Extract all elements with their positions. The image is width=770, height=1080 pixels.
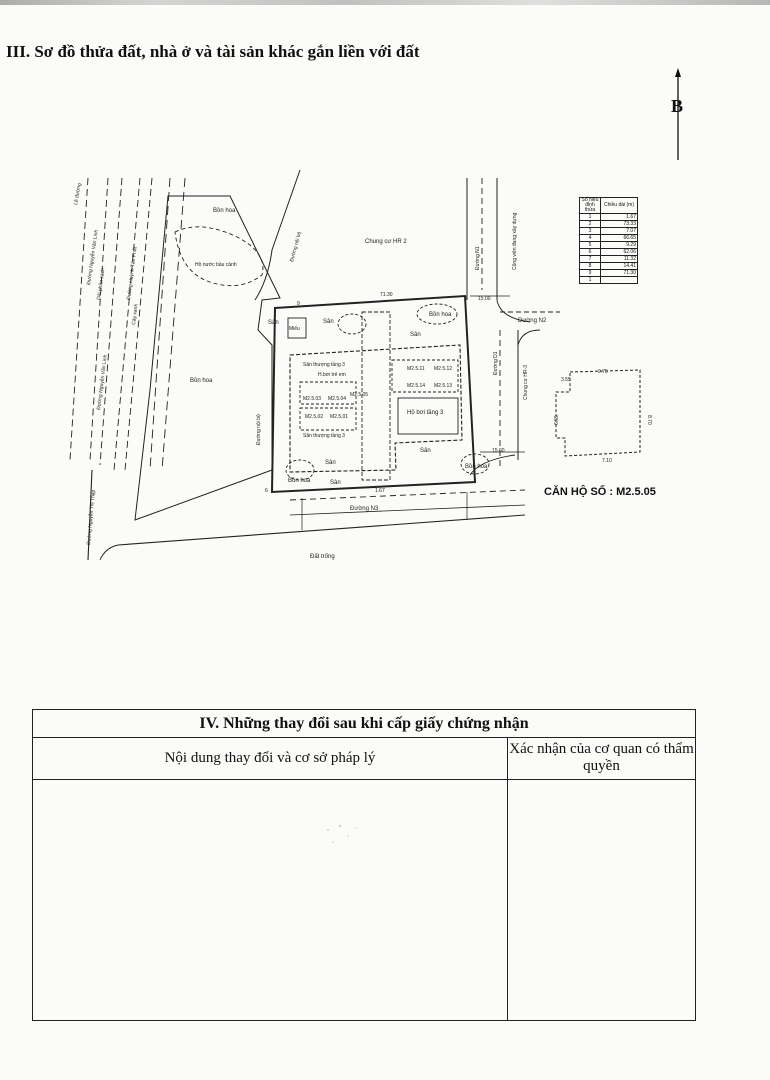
apt-dim: 6.55 [554, 415, 560, 425]
road-line [125, 178, 152, 470]
map-label: Sân [330, 480, 341, 486]
map-label: Đường Nguyễn Thị Thập [86, 489, 97, 546]
map-label: Sân [268, 320, 279, 326]
table-cell: 62.06 [601, 249, 638, 256]
table-cell: 66.65 [601, 235, 638, 242]
flower-bed [286, 460, 314, 480]
table-cell: 1.67 [601, 214, 638, 221]
apt-dim: 7.10 [602, 458, 612, 464]
map-label: Đường D1 [493, 351, 499, 375]
map-label: Đường N1 [475, 246, 481, 270]
map-label: 6 [265, 488, 268, 494]
map-label: Đường nội bộ [256, 414, 262, 445]
table-row [580, 249, 638, 256]
map-label: H.bơi trẻ em [318, 372, 346, 378]
table-cell: 8 [580, 263, 601, 270]
map-label: Đường N3 [350, 506, 379, 512]
scan-smudge [318, 818, 368, 848]
map-label: 9 [297, 301, 300, 307]
map-label: Sân [410, 332, 421, 338]
table-cell: 7.07 [601, 228, 638, 235]
table-cell: 14.41 [601, 263, 638, 270]
table-row [580, 235, 638, 242]
table-cell: 73.33 [601, 221, 638, 228]
apt-dim: 8.70 [646, 415, 652, 425]
map-label: M2.5.04 [328, 396, 347, 402]
road-line [290, 490, 525, 500]
road-line [118, 515, 525, 545]
table-row [580, 221, 638, 228]
map-label: Hồ bơi tầng 3 [407, 410, 444, 416]
road-corner [100, 545, 118, 560]
authority-confirmation-header: Xác nhận của cơ quan có thẩm quyền [507, 737, 695, 780]
map-label: Đường N2 [518, 318, 547, 324]
map-label: 15.00 [478, 296, 491, 302]
map-label: Sân thượng tầng 3 [303, 433, 345, 439]
map-label: Công viên đang xây dựng [512, 212, 518, 270]
apt-dim: 3.55 [561, 377, 571, 383]
map-label: Sân thượng tầng 3 [303, 362, 345, 368]
table-row [580, 242, 638, 249]
authority-confirmation-cell [508, 780, 695, 1020]
changes-table [32, 709, 696, 1021]
map-label: Miếu [289, 326, 300, 332]
map-label: Đường nội bộ [289, 231, 303, 263]
table-header: Chiều dài (m) [601, 198, 638, 214]
map-label: 15.00 [492, 448, 505, 454]
table-cell: 3 [580, 228, 601, 235]
section-4-title: IV. Những thay đổi sau khi cấp giấy chứng nhận [33, 710, 695, 738]
map-label: Bồn hoa [213, 208, 236, 214]
apt-dim: 9.75 [598, 369, 608, 375]
table-cell: 2 [580, 221, 601, 228]
park-boundary [135, 196, 280, 520]
map-label: M2.5.13 [434, 383, 453, 389]
apartment-label: CĂN HỘ SỐ : M2.5.05 [544, 486, 656, 498]
map-label: Sân [325, 460, 336, 466]
map-label: Đường Nguyễn Văn Linh [86, 229, 100, 286]
table-header: Số hiệu đỉnh thửa [580, 198, 601, 214]
map-label: M2.5.01 [330, 414, 349, 420]
table-row [580, 228, 638, 235]
table-row [580, 277, 638, 284]
map-label: Bồn hoa [288, 478, 311, 484]
boundary-length-table [579, 197, 638, 284]
changes-content-cell [33, 780, 507, 1020]
table-cell [601, 277, 638, 284]
parcel-boundary [272, 296, 475, 492]
map-label: Chung cư HR 2 [365, 239, 407, 245]
map-label: M2.5.03 [303, 396, 322, 402]
map-label: Đường Nguyễn Văn Linh [96, 354, 109, 411]
north-label: B [671, 96, 684, 116]
map-label: M2.5.12 [434, 366, 453, 372]
table-cell: 4 [580, 235, 601, 242]
map-label: Bồn hoa [429, 312, 452, 318]
map-label: Cây xanh [131, 303, 140, 326]
table-cell: 1 [580, 277, 601, 284]
table-row [580, 256, 638, 263]
map-label: Đường Huỳnh Tấn Phát [126, 246, 139, 301]
road-corner [518, 330, 540, 345]
changes-content-header: Nội dung thay đổi và cơ sở pháp lý [33, 737, 507, 780]
map-label: Sân [323, 319, 334, 325]
road-line [150, 178, 170, 470]
table-cell: 7 [580, 256, 601, 263]
table-cell: 11.32 [601, 256, 638, 263]
table-cell: 5 [580, 242, 601, 249]
internal-road [255, 170, 300, 300]
map-label: M2.5.02 [305, 414, 324, 420]
pool-outline [398, 398, 458, 434]
map-label: Dải phân cách [96, 267, 107, 301]
road-line [290, 505, 525, 515]
map-label: 3 [465, 296, 468, 302]
map-label: Sân [420, 448, 431, 454]
map-label: M2.5.05 [350, 392, 369, 398]
table-cell: 1 [580, 214, 601, 221]
road-line [90, 178, 108, 460]
table-cell: 9 [580, 270, 601, 277]
table-row [580, 214, 638, 221]
map-label: Đất trống [310, 554, 335, 560]
map-label: 71.30 [380, 292, 393, 298]
road-line [70, 178, 88, 460]
map-label: Hồ nước bầu cảnh [195, 262, 237, 268]
table-row [580, 263, 638, 270]
map-label: M2.5.14 [407, 383, 426, 389]
map-label: Bồn hoa [190, 378, 213, 384]
section-3-title: III. Sơ đồ thửa đất, nhà ở và tài sản khác gắn liền với đất [6, 42, 420, 61]
table-cell: 9.29 [601, 242, 638, 249]
map-label: 1.67 [375, 488, 385, 494]
map-label: Chung cư HR-3 [523, 364, 529, 400]
map-label: Bồn hoa [465, 464, 488, 470]
table-cell: 71.30 [601, 270, 638, 277]
map-label: M2.5.11 [407, 366, 425, 372]
table-cell: 6 [580, 249, 601, 256]
map-label: Lề đường [73, 182, 83, 206]
table-row [580, 270, 638, 277]
